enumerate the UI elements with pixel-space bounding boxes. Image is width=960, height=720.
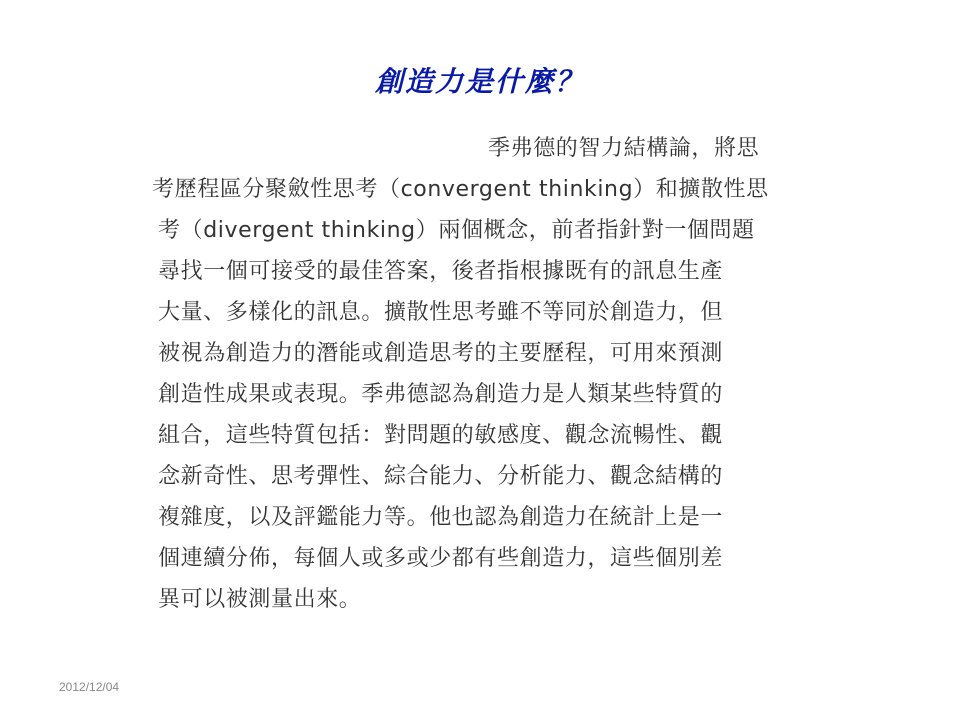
text-line: 個連續分佈，每個人或多或少都有些創造力，這些個別差 xyxy=(158,546,724,571)
text-line: 尋找一個可接受的最佳答案，後者指根據既有的訊息生產 xyxy=(158,259,724,284)
slide-title: 創造力是什麼？ xyxy=(374,65,585,98)
text-line: 念新奇性、思考彈性、綜合能力、分析能力、觀念結構的 xyxy=(158,464,724,489)
footer-date: 2012/12/04 xyxy=(59,680,120,694)
text-line: 組合，這些特質包括：對問題的敏感度、觀念流暢性、觀 xyxy=(158,423,724,448)
body-text xyxy=(150,128,820,620)
text-line: 考歷程區分聚斂性思考（convergent thinking）和擴散性思 xyxy=(152,177,769,202)
text-line: 複雜度，以及評鑑能力等。他也認為創造力在統計上是一 xyxy=(158,505,724,530)
text-line: 大量、多樣化的訊息。擴散性思考雖不等同於創造力，但 xyxy=(158,300,724,325)
text-line: 考（divergent thinking）兩個概念，前者指針對一個問題 xyxy=(158,218,755,243)
text-line: 被視為創造力的潛能或創造思考的主要歷程，可用來預測 xyxy=(158,341,724,366)
text-line: 季弗德的智力結構論，將思 xyxy=(488,136,760,161)
text-line: 異可以被測量出來。 xyxy=(158,587,362,612)
text-line: 創造性成果或表現。季弗德認為創造力是人類某些特質的 xyxy=(158,382,724,407)
